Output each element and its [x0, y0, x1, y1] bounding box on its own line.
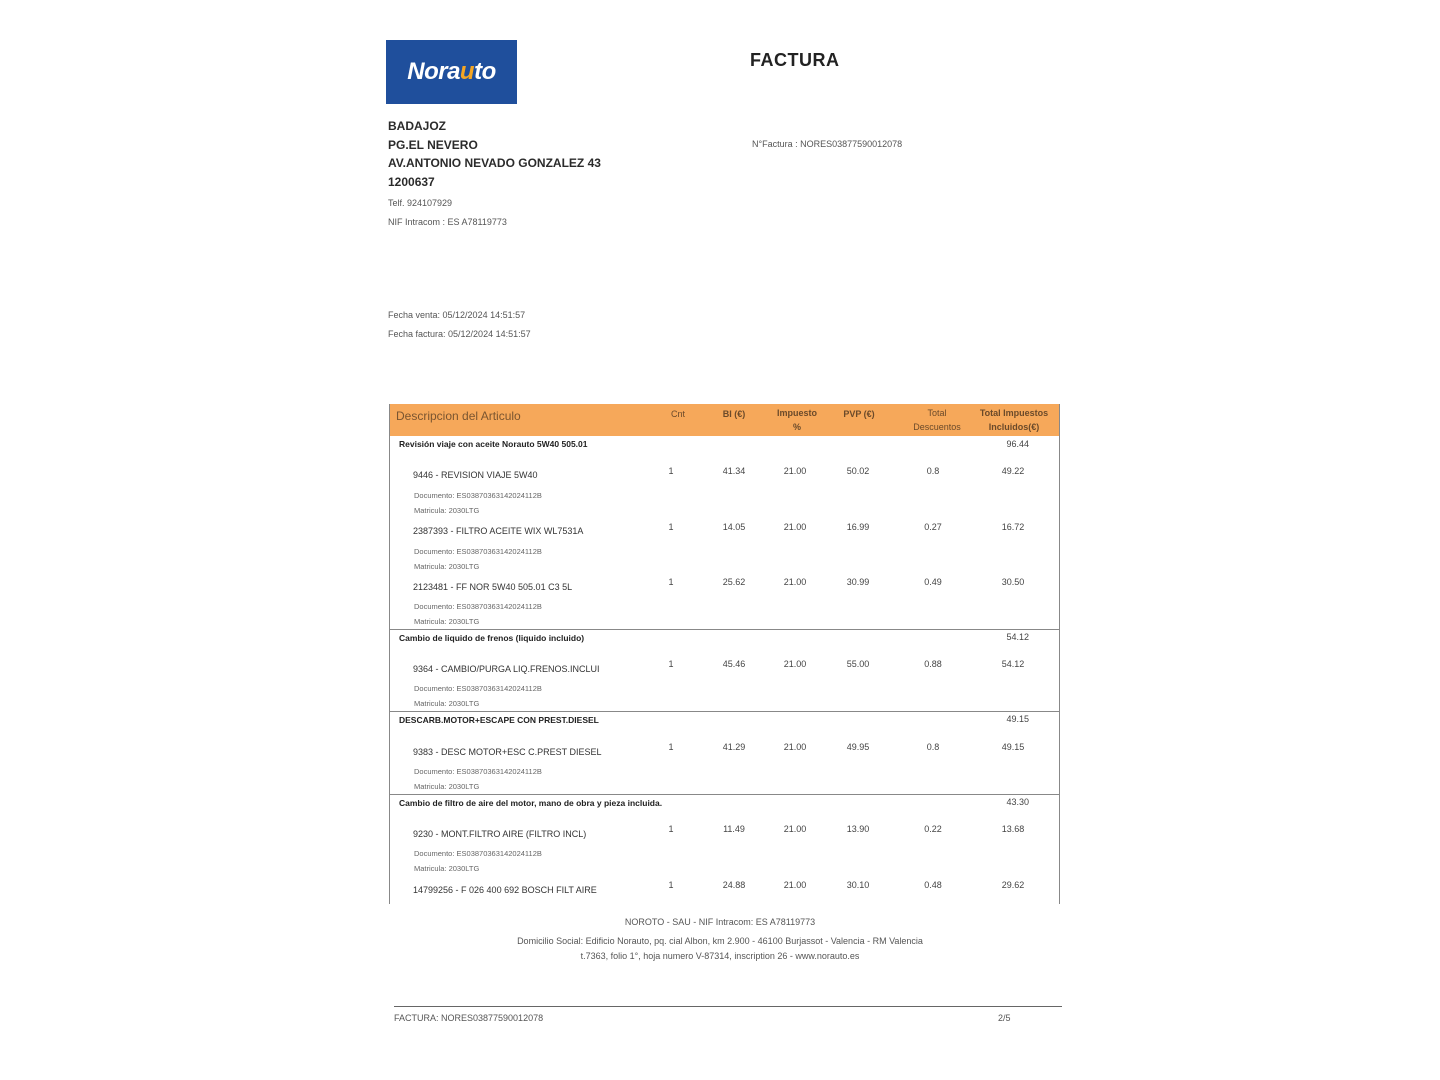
header-total: [972, 406, 1056, 434]
group-divider: [390, 711, 1059, 712]
item-discount: 0.8: [926, 466, 940, 476]
item-pvp: 16.99: [846, 522, 870, 532]
store-line: PG.EL NEVERO: [388, 137, 478, 152]
item-plate: Matricula: 2030LTG: [414, 699, 480, 708]
item-name: 9383 - DESC MOTOR+ESC C.PREST DIESEL: [413, 747, 602, 757]
item-qty: 1: [668, 466, 674, 476]
item-total: 16.72: [1001, 522, 1025, 532]
item-name: 9230 - MONT.FILTRO AIRE (FILTRO INCL): [413, 829, 587, 839]
item-bi: 45.46: [722, 659, 746, 669]
item-meta: [414, 599, 542, 629]
item-total: 49.15: [1001, 742, 1025, 752]
invoice-number: N°Factura : NORES03877590012078: [752, 139, 903, 149]
group-total: 54.12: [1006, 632, 1029, 642]
header-tax-line2: %: [792, 422, 801, 432]
item-document: Documento: ES03870363142024112B: [414, 767, 542, 776]
header-total-line1: Total Impuestos: [979, 408, 1049, 418]
norauto-logo: [386, 40, 517, 104]
item-bi: 41.34: [722, 466, 746, 476]
item-meta: [414, 846, 542, 876]
item-document: Documento: ES03870363142024112B: [414, 547, 542, 556]
header-pvp: PVP (€): [843, 409, 875, 419]
page-footer-invoice: FACTURA: NORES03877590012078: [394, 1013, 544, 1023]
item-discount: 0.8: [926, 742, 940, 752]
item-name: 9446 - REVISION VIAJE 5W40: [413, 470, 538, 480]
item-discount: 0.22: [924, 824, 942, 834]
item-pvp: 55.00: [846, 659, 870, 669]
item-plate: Matricula: 2030LTG: [414, 864, 480, 873]
group-total: 49.15: [1006, 714, 1029, 724]
item-name: 14799256 - F 026 400 692 BOSCH FILT AIRE: [413, 885, 597, 895]
group-total: 96.44: [1006, 439, 1029, 449]
company-footer-line: t.7363, folio 1°, hoja numero V-87314, inscription 26 - www.norauto.es: [580, 951, 860, 961]
store-line: 1200637: [388, 174, 435, 189]
item-name: 2387393 - FILTRO ACEITE WIX WL7531A: [413, 526, 584, 536]
item-tax: 21.00: [783, 880, 807, 890]
document-title: FACTURA: [750, 50, 840, 70]
item-qty: 1: [668, 824, 674, 834]
item-document: Documento: ES03870363142024112B: [414, 602, 542, 611]
store-address: [388, 117, 601, 191]
item-plate: Matricula: 2030LTG: [414, 506, 480, 515]
item-bi: 25.62: [722, 577, 746, 587]
group-title: DESCARB.MOTOR+ESCAPE CON PREST.DIESEL: [399, 715, 599, 725]
header-discount: [902, 406, 972, 434]
header-description: Descripcion del Articulo: [396, 409, 521, 423]
item-total: 49.22: [1001, 466, 1025, 476]
company-footer-line: NOROTO - SAU - NIF Intracom: ES A78119773: [624, 917, 816, 927]
item-plate: Matricula: 2030LTG: [414, 617, 480, 626]
store-nif: NIF Intracom : ES A78119773: [388, 217, 507, 227]
item-name: 9364 - CAMBIO/PURGA LIQ.FRENOS.INCLUI: [413, 664, 600, 674]
header-tax-line1: Impuesto: [776, 408, 817, 418]
item-pvp: 30.99: [846, 577, 870, 587]
invoice-table: [389, 404, 1060, 904]
item-tax: 21.00: [783, 742, 807, 752]
item-tax: 21.00: [783, 466, 807, 476]
item-meta: [414, 681, 542, 711]
item-qty: 1: [668, 522, 674, 532]
item-discount: 0.88: [924, 659, 942, 669]
item-discount: 0.49: [924, 577, 942, 587]
item-total: 13.68: [1001, 824, 1025, 834]
item-document: Documento: ES03870363142024112B: [414, 684, 542, 693]
group-total: 43.30: [1006, 797, 1029, 807]
group-divider: [390, 629, 1059, 630]
item-tax: 21.00: [783, 577, 807, 587]
item-qty: 1: [668, 742, 674, 752]
header-total-line2: Incluidos(€): [988, 422, 1040, 432]
group-title: Cambio de filtro de aire del motor, mano de obra y pieza incluida.: [399, 798, 663, 808]
item-plate: Matricula: 2030LTG: [414, 562, 480, 571]
footer-divider: [394, 1006, 1062, 1007]
item-tax: 21.00: [783, 824, 807, 834]
item-plate: Matricula: 2030LTG: [414, 782, 480, 791]
item-pvp: 50.02: [846, 466, 870, 476]
item-tax: 21.00: [783, 659, 807, 669]
item-meta: [414, 764, 542, 794]
group-divider: [390, 794, 1059, 795]
item-qty: 1: [668, 577, 674, 587]
group-title: Cambio de liquido de frenos (liquido incluido): [399, 633, 585, 643]
item-qty: 1: [668, 880, 674, 890]
item-discount: 0.48: [924, 880, 942, 890]
item-meta: [414, 544, 542, 574]
sale-date: Fecha venta: 05/12/2024 14:51:57: [388, 310, 526, 320]
item-meta: [414, 488, 542, 518]
invoice-date: Fecha factura: 05/12/2024 14:51:57: [388, 329, 531, 339]
item-tax: 21.00: [783, 522, 807, 532]
page-number: 2/5: [998, 1013, 1011, 1023]
logo-text: Norauto: [407, 58, 496, 85]
store-line: AV.ANTONIO NEVADO GONZALEZ 43: [388, 156, 601, 170]
item-bi: 11.49: [723, 824, 745, 834]
item-pvp: 13.90: [846, 824, 870, 834]
item-bi: 24.88: [722, 880, 746, 890]
header-discount-line2: Descuentos: [913, 422, 961, 432]
header-bi: BI (€): [722, 409, 746, 419]
store-phone: Telf. 924107929: [388, 198, 453, 208]
item-total: 54.12: [1001, 659, 1025, 669]
item-document: Documento: ES03870363142024112B: [414, 491, 542, 500]
item-name: 2123481 - FF NOR 5W40 505.01 C3 5L: [413, 582, 573, 592]
group-title: Revisión viaje con aceite Norauto 5W40 505.01: [399, 439, 588, 449]
item-bi: 14.05: [722, 522, 746, 532]
item-qty: 1: [668, 659, 674, 669]
store-line: BADAJOZ: [388, 119, 447, 133]
table-header: [390, 404, 1059, 436]
item-pvp: 49.95: [846, 742, 870, 752]
item-total: 30.50: [1001, 577, 1025, 587]
header-qty: Cnt: [670, 409, 685, 419]
header-tax: [767, 406, 827, 434]
item-total: 29.62: [1001, 880, 1025, 890]
item-bi: 41.29: [722, 742, 746, 752]
company-footer-line: Domicilio Social: Edificio Norauto, pq. cial Albon, km 2.900 - 46100 Burjassot - Valencia - RM Valencia: [517, 936, 923, 946]
item-pvp: 30.10: [846, 880, 870, 890]
item-discount: 0.27: [924, 522, 942, 532]
item-document: Documento: ES03870363142024112B: [414, 849, 542, 858]
header-discount-line1: Total: [927, 408, 947, 418]
